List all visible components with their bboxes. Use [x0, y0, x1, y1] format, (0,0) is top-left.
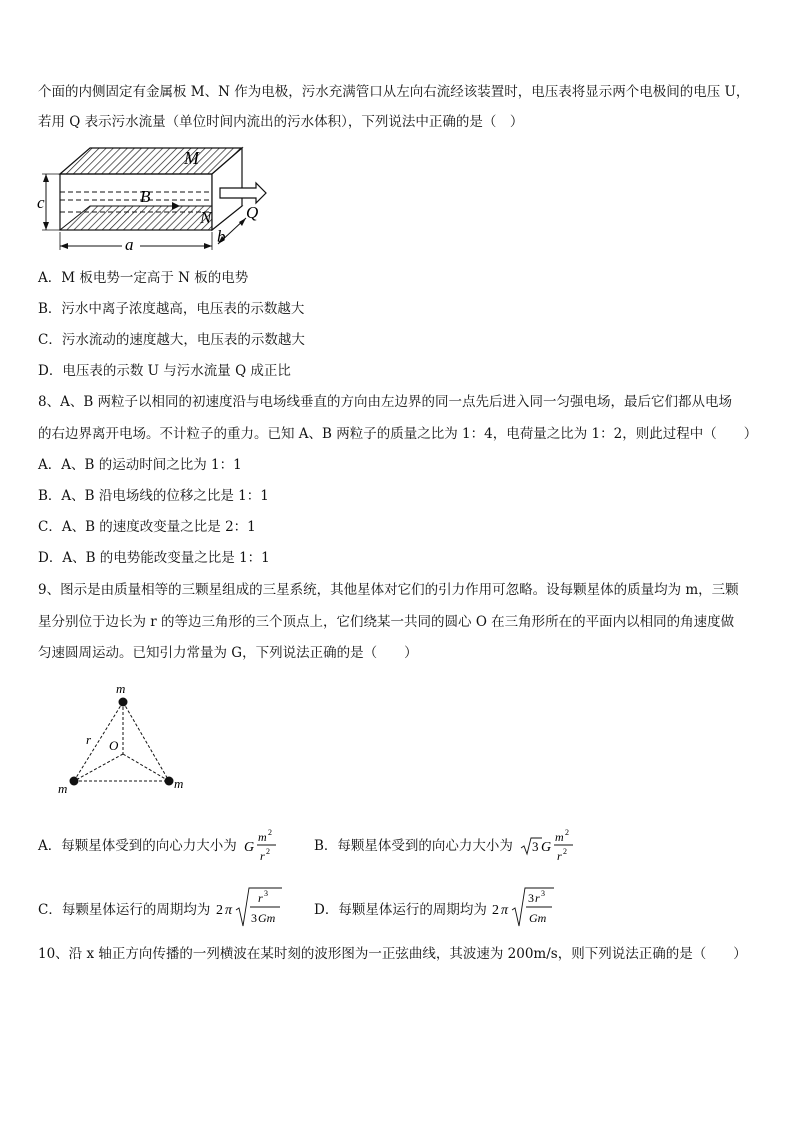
- q9-option-b-text: B．每颗星体受到的向心力大小为: [314, 838, 513, 854]
- svg-text:m: m: [555, 830, 564, 844]
- q9-option-c-formula: [216, 884, 286, 930]
- svg-text:Gm: Gm: [529, 911, 547, 925]
- label-N: N: [200, 208, 212, 227]
- q9-option-b: [314, 836, 513, 856]
- svg-text:3: 3: [528, 891, 534, 905]
- q9-option-d-formula: [492, 884, 562, 930]
- three-star-figure: [52, 680, 202, 800]
- q7-stem-line2: 若用 Q 表示污水流量（单位时间内流出的污水体积），下列说法中正确的是（ ）: [38, 114, 524, 130]
- q9-stem-line2: 星分别位于边长为 r 的等边三角形的三个顶点上，它们绕某一共同的圆心 O 在三角形所在的平面内以相同的角速度做: [38, 614, 735, 630]
- svg-text:2: 2: [268, 828, 272, 837]
- q9-option-d-text: D．每颗星体运行的周期均为: [314, 902, 487, 918]
- label-B: B: [140, 187, 151, 206]
- label-a: a: [125, 235, 134, 254]
- label-r: r: [86, 732, 92, 747]
- svg-text:r: r: [260, 849, 265, 863]
- svg-text:3: 3: [251, 911, 257, 925]
- q7-stem-line1: 个面的内侧固定有金属板 M、N 作为电极，污水充满管口从左向右流经该装置时，电压表将显示两个电极间的电压 U，: [38, 84, 750, 100]
- svg-text:π: π: [501, 903, 509, 918]
- svg-text:G: G: [244, 840, 255, 855]
- q7-option-a: A．M 板电势一定高于 N 板的电势: [38, 270, 249, 286]
- svg-text:2: 2: [565, 828, 569, 837]
- q9-option-d: [314, 900, 487, 920]
- svg-text:2: 2: [216, 903, 223, 918]
- q9-stem-line1: 9、图示是由质量相等的三颗星组成的三星系统，其他星体对它们的引力作用可忽略。设每颗星体的质量均为 m，三颗: [38, 582, 739, 598]
- q9-option-c: [38, 900, 210, 920]
- svg-text:m: m: [258, 830, 267, 844]
- q8-option-d: D．A、B 的电势能改变量之比是 1：1: [38, 550, 270, 566]
- q9-option-b-formula: [520, 826, 580, 866]
- svg-text:2: 2: [492, 903, 499, 918]
- q7-option-c: C．污水流动的速度越大，电压表的示数越大: [38, 332, 305, 348]
- svg-text:3: 3: [541, 889, 545, 898]
- q9-option-a-text: A．每颗星体受到的向心力大小为: [38, 838, 237, 854]
- q8-option-a: A．A、B 的运动时间之比为 1：1: [38, 457, 242, 473]
- svg-text:2: 2: [266, 847, 270, 856]
- svg-text:r: r: [258, 891, 263, 905]
- svg-text:π: π: [225, 903, 233, 918]
- flowmeter-figure: [34, 142, 284, 254]
- q8-option-c: C．A、B 的速度改变量之比是 2：1: [38, 519, 256, 535]
- label-m-right: m: [174, 776, 184, 791]
- svg-text:r: r: [535, 891, 540, 905]
- q10-stem-line1: 10、沿 x 轴正方向传播的一列横波在某时刻的波形图为一正弦曲线，其波速为 200m/s，则下列说法正确的是（ ）: [38, 946, 747, 962]
- label-c: c: [37, 193, 45, 212]
- label-b: b: [217, 227, 226, 246]
- q9-stem-line3: 匀速圆周运动。已知引力常量为 G，下列说法正确的是（ ）: [38, 645, 418, 661]
- svg-text:3: 3: [532, 839, 539, 854]
- q7-option-d: D．电压表的示数 U 与污水流量 Q 成正比: [38, 363, 291, 379]
- svg-text:Gm: Gm: [258, 911, 276, 925]
- q9-option-c-text: C．每颗星体运行的周期均为: [38, 902, 211, 918]
- svg-text:2: 2: [563, 847, 567, 856]
- q8-stem-line1: 8、A、B 两粒子以相同的初速度沿与电场线垂直的方向由左边界的同一点先后进入同一匀强电场，最后它们都从电场: [38, 394, 733, 410]
- label-Q: Q: [246, 203, 259, 222]
- label-M: M: [184, 148, 199, 168]
- q9-option-a: [38, 836, 237, 856]
- q7-option-b: B．污水中离子浓度越高，电压表的示数越大: [38, 301, 305, 317]
- svg-text:3: 3: [264, 889, 268, 898]
- label-O: O: [109, 738, 119, 753]
- q9-option-a-formula: [244, 826, 284, 866]
- label-m-left: m: [58, 781, 68, 796]
- q8-stem-line2: 的右边界离开电场。不计粒子的重力。已知 A、B 两粒子的质量之比为 1：4，电荷量之比为 1：2，则此过程中（ ）: [38, 426, 758, 442]
- svg-text:r: r: [557, 849, 562, 863]
- label-m-top: m: [116, 681, 126, 696]
- svg-text:G: G: [541, 840, 552, 855]
- q8-option-b: B．A、B 沿电场线的位移之比是 1：1: [38, 488, 269, 504]
